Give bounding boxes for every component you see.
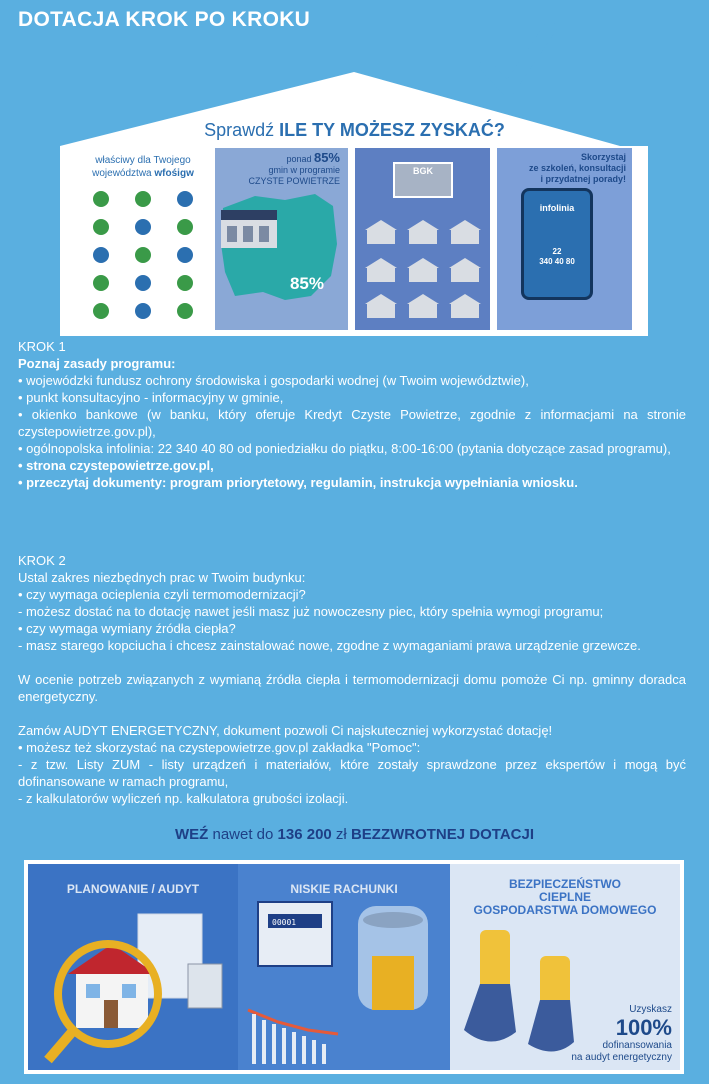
list-item: • czy wymaga wymiany źródła ciepła? xyxy=(18,621,236,636)
krok2-section xyxy=(18,552,686,807)
logo-icon xyxy=(168,300,202,322)
funding-note: Uzyskasz 100% dofinansowania na audyt energetyczny xyxy=(571,1004,672,1063)
headline: Sprawdź ILE TY MOŻESZ ZYSKAĆ? xyxy=(204,120,505,140)
phone-icon: infolinia 22 340 40 80 xyxy=(521,188,593,300)
house-audit-icon xyxy=(28,864,238,1070)
list-item: • możesz też skorzystać na czystepowietrze.gov.pl zakładka "Pomoc": xyxy=(18,740,421,755)
logo-icon xyxy=(84,272,118,294)
logo-icon xyxy=(168,216,202,238)
checkmark-icon xyxy=(478,18,558,104)
logo-icon xyxy=(84,216,118,238)
krok1-subheading: Poznaj zasady programu: xyxy=(18,356,176,371)
logo-icon xyxy=(126,244,160,266)
logo-icon xyxy=(126,216,160,238)
list-item: Zamów AUDYT ENERGETYCZNY, dokument pozwoli Ci najskuteczniej wykorzystać dotację! xyxy=(18,723,553,738)
map-percentage: 85% xyxy=(289,274,324,293)
krok2-heading: KROK 2 xyxy=(18,553,66,568)
logo-icon xyxy=(84,188,118,210)
panel-banks xyxy=(355,148,490,330)
list-item: • ogólnopolska infolinia: 22 340 40 80 od poniedziałku do piątku, 8:00-16:00 (pytania dotyczące zasad programu), xyxy=(18,441,671,456)
planning-column: PLANOWANIE / AUDYT xyxy=(28,864,238,1070)
meter-and-coins-icon xyxy=(238,864,450,1070)
krok1-heading: KROK 1 xyxy=(18,339,66,354)
logo-grid xyxy=(78,188,208,322)
list-item: • czy wymaga ocieplenia czyli termomodernizacji? xyxy=(18,587,306,602)
list-item: • strona czystepowietrze.gov.pl, xyxy=(18,458,214,473)
list-item: • punkt konsultacyjno - informacyjny w gminie, xyxy=(18,390,284,405)
subsidy-banner: WEŹ nawet do 136 200 zł BEZZWROTNEJ DOTACJI xyxy=(174,826,534,843)
list-item: - masz starego kopciucha i chcesz zainstalować nowe, zgodne z wymaganiami prawa urządzenie grzewcze. xyxy=(18,638,641,653)
page-title: DOTACJA KROK PO KROKU xyxy=(18,8,311,31)
logo-icon xyxy=(84,300,118,322)
logo-icon xyxy=(168,272,202,294)
logo-icon xyxy=(126,300,160,322)
benefits-infographic xyxy=(24,860,684,1074)
safety-column: BEZPIECZEŃSTWO CIEPLNE GOSPODARSTWA DOMOWEGO Uzyskasz 100% dofinansowania na audyt energetyczny xyxy=(450,864,680,1070)
panel-infolinia: Skorzystaj ze szkoleń, konsultacji i przydatnej porady! infolinia 22 340 40 80 xyxy=(497,148,632,330)
list-item: Ustal zakres niezbędnych prac w Twoim budynku: xyxy=(18,570,306,585)
list-item: • przeczytaj dokumenty: program priorytetowy, regulamin, instrukcja wypełniania wniosku. xyxy=(18,475,578,490)
bgk-building-icon: BGK xyxy=(393,162,453,198)
list-item: - z tzw. Listy ZUM - listy urządzeń i materiałów, które zostały sprawdzone przez ekspertów i mogą być dofinansowane w ramach programu, xyxy=(18,757,686,789)
low-bills-column: NISKIE RACHUNKI 00001 xyxy=(238,864,450,1070)
logo-icon xyxy=(84,244,118,266)
logo-icon xyxy=(126,188,160,210)
panel-gminy: ponad 85% gmin w programie CZYSTE POWIETRZE 85% xyxy=(215,148,348,330)
list-item: • wojewódzki fundusz ochrony środowiska i gospodarki wodnej (w Twoim województwie), xyxy=(18,373,529,388)
meter-reading: 00001 xyxy=(272,918,297,927)
logo-icon xyxy=(168,244,202,266)
bank-buildings-icon xyxy=(355,148,490,330)
krok1-section xyxy=(18,338,686,491)
panel-wfosigw: właściwy dla Twojego województwa wfośigw xyxy=(78,148,208,330)
list-item: • okienko bankowe (w banku, który oferuje Kredyt Czyste Powietrze, zgodnie z informacjami na stronie czystepowietrze.gov.pl), xyxy=(18,407,686,439)
list-item: - możesz dostać na to dotację nawet jeśli masz już nowoczesny piec, który spełnia wymogi programu; xyxy=(18,604,604,619)
paragraph: W ocenie potrzeb związanych z wymianą źródła ciepła i termomodernizacji domu pomoże Ci np. gminny doradca energetyczny. xyxy=(18,672,686,704)
list-item: - z kalkulatorów wyliczeń np. kalkulatora grubości izolacji. xyxy=(18,791,349,806)
logo-icon xyxy=(168,188,202,210)
logo-icon xyxy=(126,272,160,294)
